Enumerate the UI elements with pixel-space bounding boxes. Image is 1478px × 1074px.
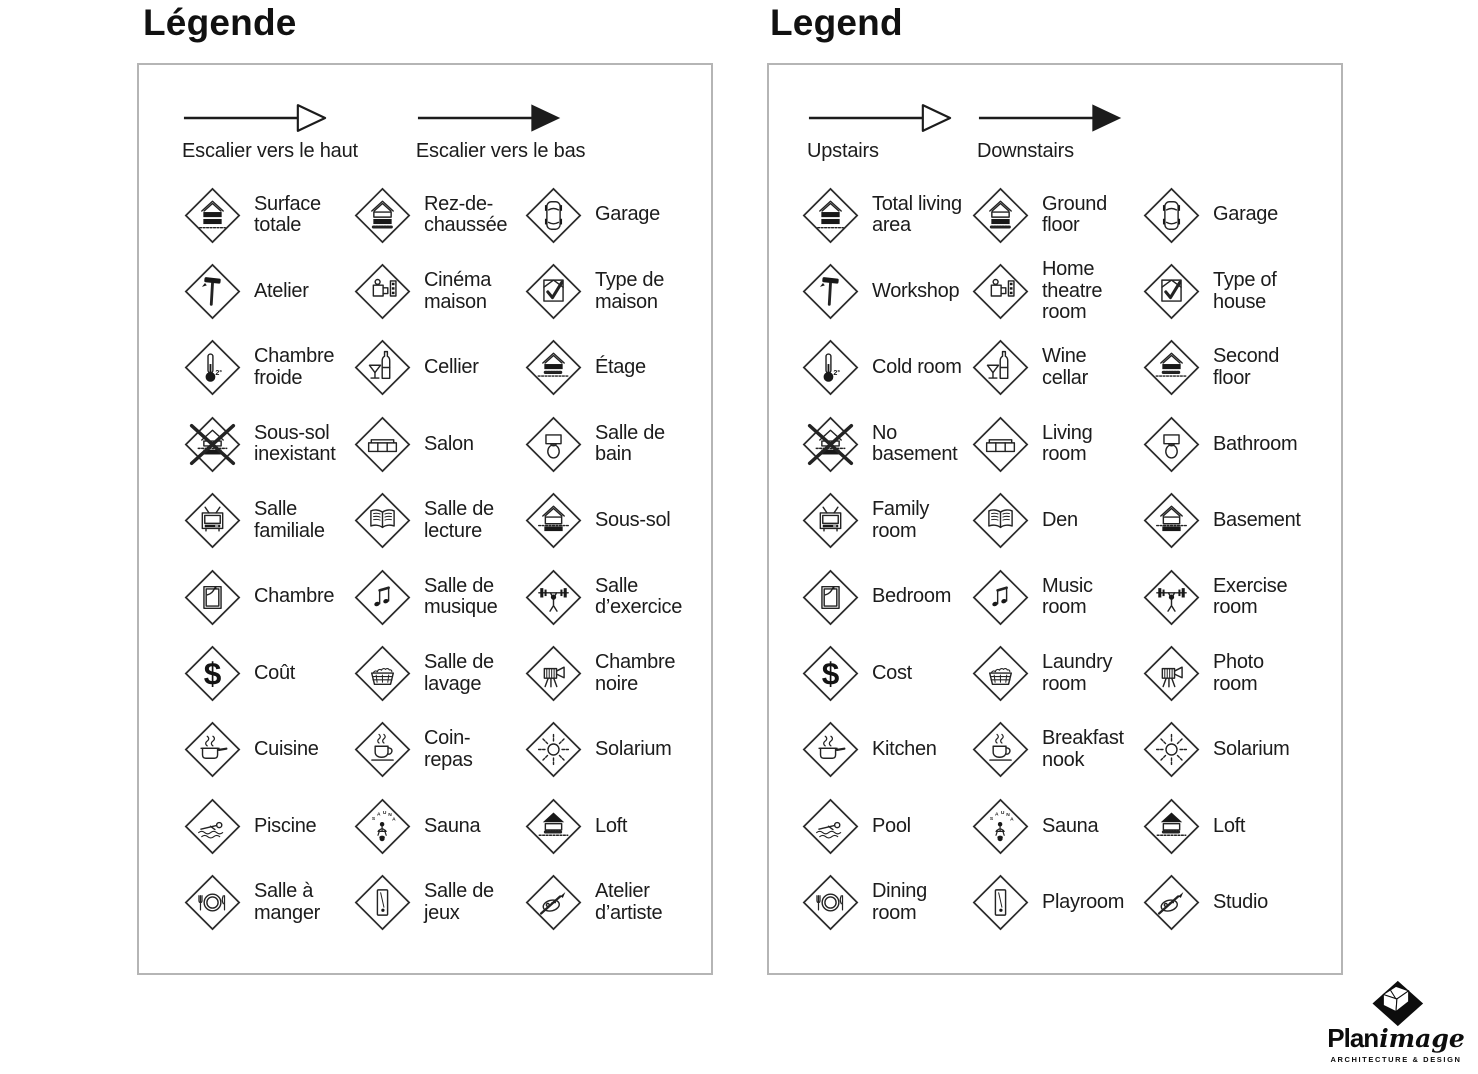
- entry-label: Sous-sol inexistant: [254, 421, 336, 466]
- entry-label: Solarium: [1213, 738, 1290, 761]
- stair-arrows: [182, 101, 585, 163]
- workshop-icon: [802, 263, 859, 320]
- arrow-down-stairs-icon: [416, 101, 562, 135]
- entry-label: Loft: [1213, 814, 1246, 837]
- entry-label: Kitchen: [872, 738, 937, 761]
- entry-label: Solarium: [595, 738, 672, 761]
- legend-entry: [972, 330, 1143, 406]
- legend-entry: [1143, 406, 1337, 482]
- legend-entry: [354, 712, 525, 788]
- dining-room-icon: [802, 874, 859, 931]
- pool-icon: [184, 798, 241, 855]
- legend-entry: [802, 177, 972, 253]
- kitchen-icon: [184, 721, 241, 778]
- legend-entry: [972, 635, 1143, 711]
- bedroom-icon: [802, 569, 859, 626]
- legend-entry: [972, 788, 1143, 864]
- entry-label: Salle d’exercice: [595, 574, 683, 619]
- entry-label: Étage: [595, 356, 646, 379]
- legend-entry: [354, 483, 525, 559]
- entry-label: Breakfast nook: [1042, 727, 1124, 771]
- entry-label: Salle de jeux: [424, 880, 494, 924]
- entry-label: Cellier: [424, 356, 479, 379]
- entry-label: Exercise room: [1213, 574, 1288, 619]
- entry-label: Photo room: [1213, 651, 1264, 695]
- planimage-wordmark: [1320, 1023, 1472, 1054]
- dining-room-icon: [184, 874, 241, 931]
- entry-label: Type de maison: [595, 269, 665, 313]
- entry-label: Second floor: [1213, 345, 1280, 389]
- legend-entry: [972, 559, 1143, 635]
- breakfast-nook-icon: [354, 721, 411, 778]
- cold-room-icon: [184, 339, 241, 396]
- entry-label: Basement: [1213, 509, 1301, 531]
- entry-label: Studio: [1213, 890, 1268, 913]
- exercise-room-icon: [1143, 569, 1200, 626]
- entry-label: Salle de bain: [595, 421, 665, 466]
- entry-label: Salle familiale: [254, 498, 325, 542]
- entry-label: Sauna: [424, 814, 481, 837]
- legend-entry: [802, 330, 972, 406]
- legend-entry: [1143, 330, 1337, 406]
- garage-icon: [525, 187, 582, 244]
- legend-entry: [184, 559, 354, 635]
- legend-entry: [184, 177, 354, 253]
- arrow-label: Upstairs: [807, 140, 879, 162]
- entry-label: Wine cellar: [1042, 345, 1088, 389]
- den-icon: [354, 492, 411, 549]
- legend-entries: [802, 177, 1337, 941]
- legend-entry: [184, 483, 354, 559]
- arrow-label: Escalier vers le haut: [182, 140, 358, 162]
- legend-entry: [1143, 177, 1337, 253]
- family-room-icon: [802, 492, 859, 549]
- no-basement-icon: [802, 416, 859, 473]
- cold-room-icon: [802, 339, 859, 396]
- entry-label: Total living area: [872, 192, 962, 237]
- entry-label: Chambre noire: [595, 651, 676, 695]
- solarium-icon: [1143, 721, 1200, 778]
- legend-entry: [972, 177, 1143, 253]
- planimage-box-icon: [1367, 980, 1425, 1027]
- legend-entry: [1143, 865, 1337, 941]
- legend-entry: [802, 406, 972, 482]
- legend-entry: [525, 406, 707, 482]
- music-room-icon: [354, 569, 411, 626]
- entry-label: Loft: [595, 814, 628, 837]
- arrow-down-stairs-icon: [977, 101, 1123, 135]
- bathroom-icon: [525, 416, 582, 473]
- legend-entry: [184, 635, 354, 711]
- entry-label: Chambre froide: [254, 345, 335, 389]
- entry-label: Living room: [1042, 421, 1093, 466]
- legend-entry: [525, 865, 707, 941]
- french-legend-title: Légende: [143, 2, 297, 43]
- legend-entries: [184, 177, 707, 941]
- legend-entry: [354, 330, 525, 406]
- living-room-icon: [354, 416, 411, 473]
- entry-label: Bathroom: [1213, 432, 1298, 455]
- entry-label: Cinéma maison: [424, 269, 492, 313]
- entry-label: Laundry room: [1042, 651, 1113, 695]
- legend-entry: [184, 712, 354, 788]
- entry-label: Atelier d’artiste: [595, 880, 663, 924]
- planimage-logo: [1320, 980, 1472, 1064]
- legend-entry: [354, 865, 525, 941]
- english-legend-title: Legend: [770, 2, 903, 43]
- entry-label: Sous-sol: [595, 509, 671, 531]
- total-living-area-icon: [802, 187, 859, 244]
- entry-label: Salon: [424, 432, 474, 455]
- cost-icon: [184, 645, 241, 702]
- entry-label: Pool: [872, 814, 911, 837]
- cost-icon: [802, 645, 859, 702]
- arrow-label: Downstairs: [977, 140, 1074, 162]
- legend-entry: [354, 177, 525, 253]
- entry-label: Coin-repas: [424, 727, 473, 771]
- entry-label: Music room: [1042, 574, 1093, 619]
- arrow-up-stairs-icon: [182, 101, 328, 135]
- kitchen-icon: [802, 721, 859, 778]
- studio-icon: [525, 874, 582, 931]
- legend-entry: [802, 635, 972, 711]
- legend-entry: [525, 177, 707, 253]
- entry-label: Surface totale: [254, 192, 321, 237]
- legend-entry: [972, 483, 1143, 559]
- logo-brand-italic: image: [1379, 1024, 1465, 1053]
- home-theatre-icon: [972, 263, 1029, 320]
- living-room-icon: [972, 416, 1029, 473]
- photo-room-icon: [1143, 645, 1200, 702]
- sauna-icon: [354, 798, 411, 855]
- second-floor-icon: [525, 339, 582, 396]
- total-living-area-icon: [184, 187, 241, 244]
- legend-entry: [1143, 635, 1337, 711]
- legend-entry: [802, 712, 972, 788]
- playroom-icon: [972, 874, 1029, 931]
- entry-label: Cost: [872, 661, 912, 684]
- legend-entry: [802, 483, 972, 559]
- basement-icon: [525, 492, 582, 549]
- english-legend-panel: [767, 63, 1343, 975]
- entry-label: Den: [1042, 509, 1078, 531]
- bathroom-icon: [1143, 416, 1200, 473]
- french-legend-panel: [137, 63, 713, 975]
- garage-icon: [1143, 187, 1200, 244]
- legend-entry: [354, 788, 525, 864]
- solarium-icon: [525, 721, 582, 778]
- entry-label: Bedroom: [872, 585, 952, 608]
- legend-entry: [802, 788, 972, 864]
- photo-room-icon: [525, 645, 582, 702]
- entry-label: Playroom: [1042, 890, 1125, 913]
- stair-arrows: [807, 101, 1123, 163]
- legend-entry: [184, 253, 354, 329]
- exercise-room-icon: [525, 569, 582, 626]
- loft-icon: [525, 798, 582, 855]
- entry-label: Home theatre room: [1042, 258, 1103, 324]
- legend-entry: [1143, 712, 1337, 788]
- breakfast-nook-icon: [972, 721, 1029, 778]
- entry-label: Chambre: [254, 585, 335, 608]
- entry-label: Coût: [254, 661, 296, 684]
- legend-entry: [802, 559, 972, 635]
- den-icon: [972, 492, 1029, 549]
- family-room-icon: [184, 492, 241, 549]
- legend-entry: [972, 253, 1143, 329]
- legend-entry: [1143, 788, 1337, 864]
- sauna-icon: [972, 798, 1029, 855]
- studio-icon: [1143, 874, 1200, 931]
- legend-entry: [525, 712, 707, 788]
- laundry-room-icon: [972, 645, 1029, 702]
- stairs-up-item: [182, 101, 358, 163]
- laundry-room-icon: [354, 645, 411, 702]
- legend-entry: [972, 865, 1143, 941]
- entry-label: Workshop: [872, 279, 960, 302]
- logo-tagline: ARCHITECTURE & DESIGN: [1330, 1055, 1462, 1064]
- stairs-down-item: [416, 101, 585, 163]
- entry-label: Garage: [595, 203, 660, 226]
- entry-label: Rez-de-chaussée: [424, 192, 508, 237]
- wine-cellar-icon: [972, 339, 1029, 396]
- legend-entry: [354, 635, 525, 711]
- arrow-up-stairs-icon: [807, 101, 953, 135]
- entry-label: Type of house: [1213, 269, 1277, 313]
- loft-icon: [1143, 798, 1200, 855]
- legend-entry: [802, 865, 972, 941]
- legend-entry: [972, 406, 1143, 482]
- home-theatre-icon: [354, 263, 411, 320]
- entry-label: Cuisine: [254, 738, 319, 761]
- entry-label: Sauna: [1042, 814, 1099, 837]
- legend-entry: [1143, 559, 1337, 635]
- stairs-up-item: [807, 101, 953, 163]
- type-of-house-icon: [1143, 263, 1200, 320]
- legend-entry: [525, 559, 707, 635]
- entry-label: Atelier: [254, 279, 309, 302]
- pool-icon: [802, 798, 859, 855]
- entry-label: Piscine: [254, 814, 317, 837]
- legend-entry: [525, 483, 707, 559]
- legend-entry: [1143, 253, 1337, 329]
- legend-entry: [1143, 483, 1337, 559]
- entry-label: No basement: [872, 421, 958, 466]
- entry-label: Salle de lecture: [424, 498, 494, 542]
- wine-cellar-icon: [354, 339, 411, 396]
- logo-brand-bold: Plan: [1327, 1023, 1379, 1053]
- legend-entry: [184, 788, 354, 864]
- arrow-label: Escalier vers le bas: [415, 140, 586, 162]
- entry-label: Family room: [872, 498, 930, 542]
- type-of-house-icon: [525, 263, 582, 320]
- no-basement-icon: [184, 416, 241, 473]
- entry-label: Cold room: [872, 356, 962, 379]
- entry-label: Salle de musique: [424, 574, 498, 619]
- basement-icon: [1143, 492, 1200, 549]
- entry-label: Salle à manger: [254, 880, 321, 924]
- stairs-down-item: [977, 101, 1123, 163]
- entry-label: Salle de lavage: [424, 651, 494, 695]
- ground-floor-icon: [354, 187, 411, 244]
- entry-label: Garage: [1213, 203, 1278, 226]
- bedroom-icon: [184, 569, 241, 626]
- legend-entry: [972, 712, 1143, 788]
- second-floor-icon: [1143, 339, 1200, 396]
- workshop-icon: [184, 263, 241, 320]
- legend-entry: [184, 330, 354, 406]
- legend-entry: [525, 253, 707, 329]
- legend-entry: [354, 253, 525, 329]
- legend-entry: [354, 406, 525, 482]
- entry-label: Dining room: [872, 880, 927, 924]
- entry-label: Ground floor: [1042, 192, 1107, 237]
- playroom-icon: [354, 874, 411, 931]
- legend-entry: [525, 330, 707, 406]
- legend-entry: [184, 406, 354, 482]
- legend-entry: [354, 559, 525, 635]
- legend-entry: [802, 253, 972, 329]
- legend-entry: [184, 865, 354, 941]
- legend-entry: [525, 788, 707, 864]
- legend-entry: [525, 635, 707, 711]
- music-room-icon: [972, 569, 1029, 626]
- ground-floor-icon: [972, 187, 1029, 244]
